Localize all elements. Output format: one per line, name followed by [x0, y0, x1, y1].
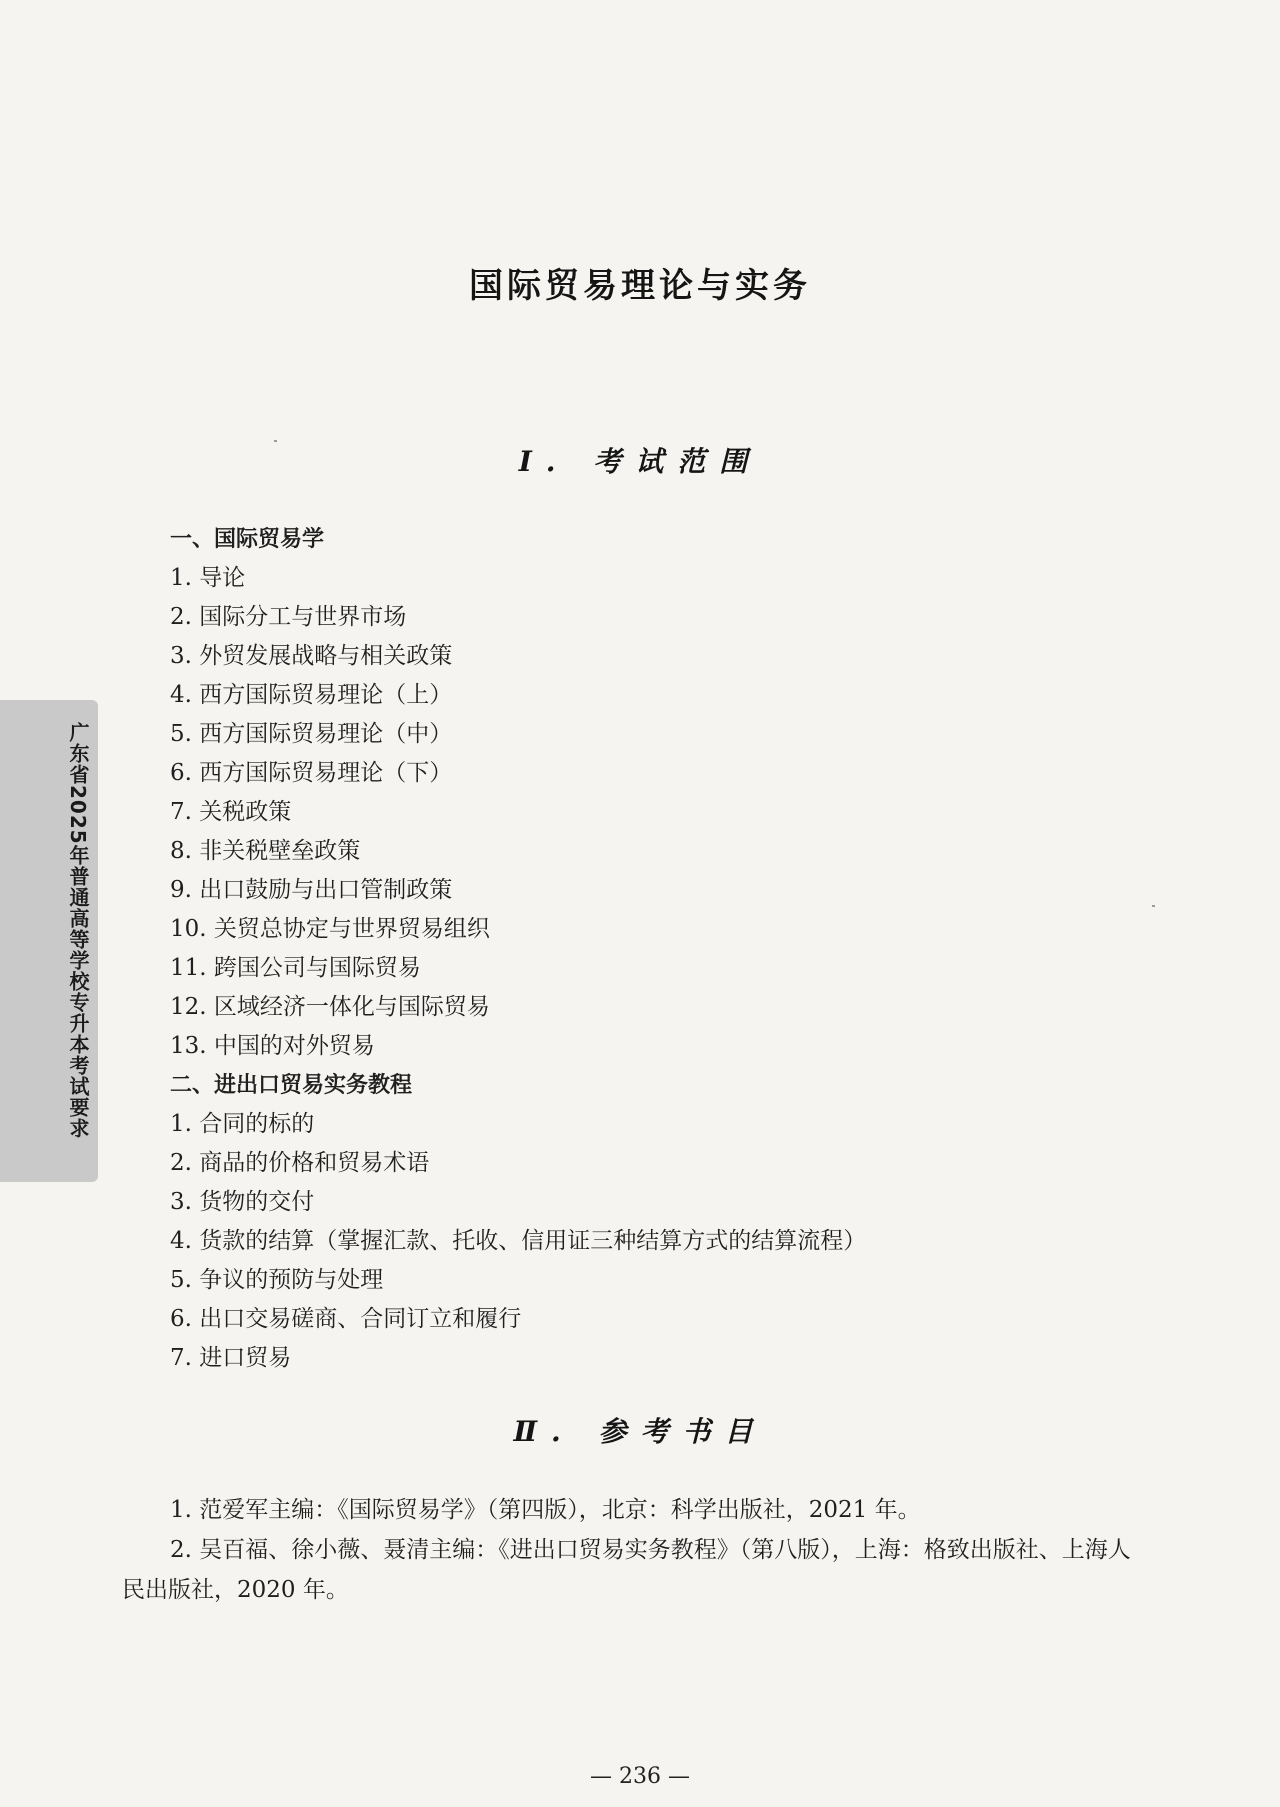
list-item: 2. 国际分工与世界市场 [170, 604, 407, 630]
list-item: 1. 合同的标的 [170, 1111, 315, 1137]
list-item: 9. 出口鼓励与出口管制政策 [170, 877, 453, 903]
list-item: 7. 进口贸易 [170, 1345, 292, 1371]
list-item: 6. 西方国际贸易理论（下） [170, 760, 453, 786]
page-number: — 236 — [590, 1764, 690, 1789]
scan-speck [274, 440, 277, 442]
list-item: 6. 出口交易磋商、合同订立和履行 [170, 1306, 522, 1332]
scan-speck [1152, 905, 1155, 907]
section-heading-references: Ⅱ. 参考书目 [513, 1415, 767, 1448]
list-item: 11. 跨国公司与国际贸易 [170, 955, 421, 981]
list-item: 10. 关贸总协定与世界贸易组织 [170, 916, 490, 942]
list-item: 12. 区域经济一体化与国际贸易 [170, 994, 490, 1020]
group-title: 二、进出口贸易实务教程 [170, 1073, 413, 1098]
list-item: 3. 货物的交付 [170, 1189, 315, 1215]
list-item: 5. 争议的预防与处理 [170, 1267, 384, 1293]
group-title: 一、国际贸易学 [170, 527, 325, 552]
list-item: 5. 西方国际贸易理论（中） [170, 721, 453, 747]
list-item: 7. 关税政策 [170, 799, 292, 825]
list-item: 8. 非关税壁垒政策 [170, 838, 361, 864]
section-heading-exam-scope: Ⅰ. 考试范围 [518, 445, 762, 478]
list-item: 1. 导论 [170, 565, 246, 591]
list-item: 2. 商品的价格和贸易术语 [170, 1150, 430, 1176]
list-item: 13. 中国的对外贸易 [170, 1033, 375, 1059]
list-item: 4. 西方国际贸易理论（上） [170, 682, 453, 708]
list-item: 3. 外贸发展战略与相关政策 [170, 643, 453, 669]
list-item: 4. 货款的结算（掌握汇款、托收、信用证三种结算方式的结算流程） [170, 1228, 867, 1254]
reference-item: 1. 范爱军主编：《国际贸易学》（第四版），北京：科学出版社，2021 年。 [170, 1497, 921, 1523]
exam-scope-list [170, 520, 1170, 1378]
reference-item: 2. 吴百福、徐小薇、聂清主编：《进出口贸易实务教程》（第八版），上海：格致出版社、上海人民出版社，2020 年。 [122, 1537, 1131, 1603]
reference-list [122, 1490, 1152, 1610]
side-tab-label: 广东省2025年普通高等学校专升本考试要求 [66, 722, 90, 1139]
document-title: 国际贸易理论与实务 [469, 266, 811, 306]
